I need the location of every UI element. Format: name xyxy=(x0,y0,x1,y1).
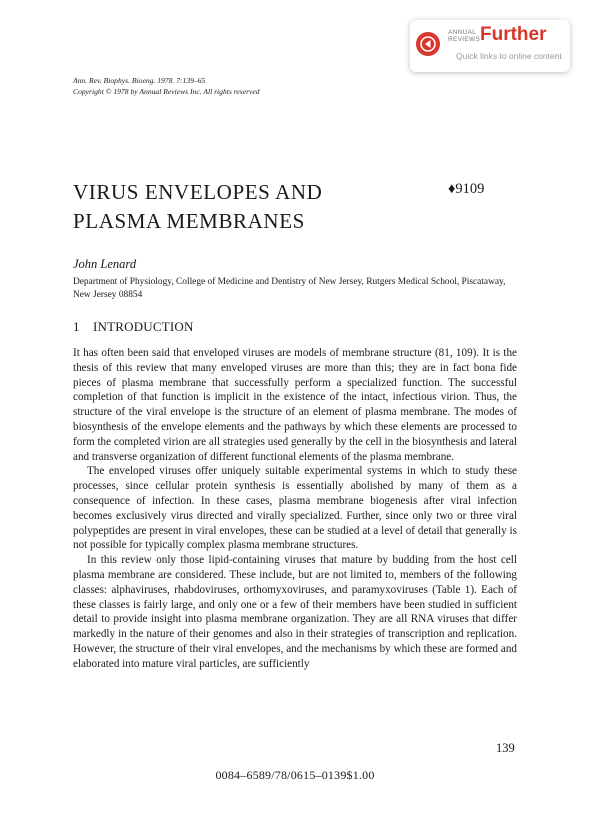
section-heading xyxy=(73,319,194,335)
title-line-1: VIRUS ENVELOPES AND xyxy=(73,180,323,204)
section-number: 1 xyxy=(73,319,80,334)
title-line-2: PLASMA MEMBRANES xyxy=(73,209,305,233)
author-affiliation: Department of Physiology, College of Medicine and Dentistry of New Jersey, Rutgers Medical School, Piscataway, New Jersey 08854 xyxy=(73,277,506,300)
further-subtitle: Quick links to online content xyxy=(456,51,562,61)
article-title xyxy=(73,178,322,236)
further-label: Further xyxy=(480,24,547,45)
author-name: John Lenard xyxy=(73,257,137,271)
citation-line-1: Ann. Rev. Biophys. Bioeng. 1978. 7:139–65 xyxy=(73,76,206,85)
citation-line-2: Copyright © 1978 by Annual Reviews Inc. All rights reserved xyxy=(73,86,260,96)
paragraph: The enveloped viruses offer uniquely suitable experimental systems in which to study these processes, since cellular protein synthesis is essentially abolished by many of them as a consequence of infection. In these cases, plasma membrane biogenesis after viral infection becomes exclusively virus directed and virally specialized. Further, since only two or three viral polypeptides are present in viral envelopes, these can be studied at a level of detail that generally is not possible for typically complex plasma membrane structures. xyxy=(73,465,517,552)
paragraph: It has often been said that enveloped viruses are models of membrane structure (81, 109). It is the thesis of this review that many enveloped viruses are more than this; they are in fact bona fide pieces of plasma membrane that successfully perform a specialized function. The successful completion of that function is implicit in the existence of the intact, infectious virion. Thus, the structure of the viral envelope is the structure of an element of plasma membrane. The modes of biosynthesis of the envelope elements and the pathways by which these elements are processed to form the completed virion are all strategies used generally by the cell in the biosynthesis and lateral and transverse organization of different functional elements of the plasma membrane. xyxy=(73,347,517,463)
article-code: ♦9109 xyxy=(448,181,485,197)
paragraph: In this review only those lipid-containing viruses that mature by budding from the host cell plasma membrane are considered. These include, but are not limited to, members of the following classes: alphaviruses, rhabdoviruses, orthomyxoviruses, and paramyxoviruses (Table 1). Each of these classes is fairly large, and only one or a few of their members have been studied in sufficient detail to provide insight into plasma membrane organization. They are all RNA viruses that differ markedly in the nature of their genomes and also in their strategies of transcription and replication. However, the structure of their viral envelopes, and the mechanisms by which these are formed and elaborated into mature viral particles, are sufficiently xyxy=(73,554,517,670)
footer-code: 0084–6589/78/0615–0139$1.00 xyxy=(215,768,375,782)
section-title: INTRODUCTION xyxy=(93,319,194,334)
body-text xyxy=(73,346,517,672)
play-icon xyxy=(416,32,440,56)
page-number: 139 xyxy=(496,741,515,755)
citation xyxy=(73,76,260,97)
annual-reviews-label: ANNUAL REVIEWS xyxy=(448,29,481,43)
further-badge[interactable] xyxy=(410,20,570,72)
